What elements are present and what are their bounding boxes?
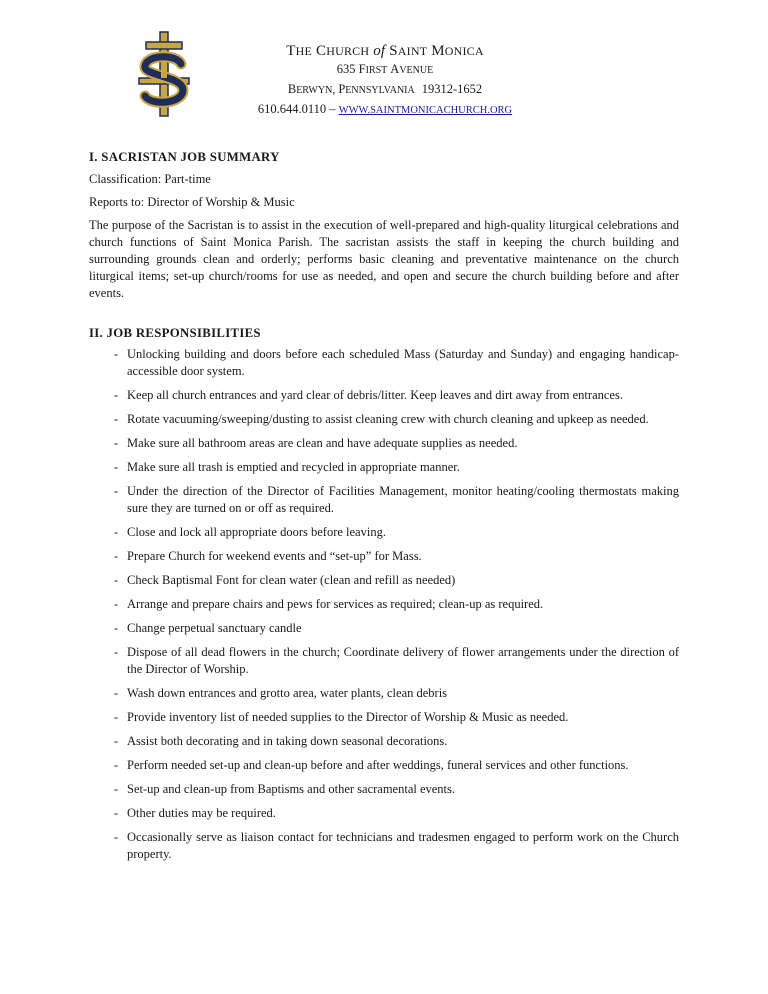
list-item bbox=[89, 781, 679, 798]
bullet-dash: - bbox=[114, 388, 119, 402]
letter: HURCH bbox=[326, 44, 370, 58]
list-item bbox=[89, 829, 679, 863]
classification: Classification: Part-time bbox=[89, 172, 211, 186]
list-item bbox=[89, 387, 679, 404]
church-name bbox=[200, 42, 570, 60]
list-item bbox=[89, 435, 679, 452]
bullet-dash: - bbox=[114, 549, 119, 563]
letter: T bbox=[286, 43, 296, 59]
letter: AINT bbox=[397, 44, 428, 58]
letter: of bbox=[373, 43, 386, 59]
letter: VENUE bbox=[399, 65, 434, 76]
list-item-text: Prepare Church for weekend events and “set-up” for Mass. bbox=[127, 549, 422, 563]
list-item-text: Occasionally serve as liaison contact for technicians and tradesmen engaged to perform work on the Church property. bbox=[127, 830, 679, 861]
bullet-dash: - bbox=[114, 597, 119, 611]
document-body bbox=[89, 150, 679, 870]
list-item-text: Make sure all trash is emptied and recycled in appropriate manner. bbox=[127, 460, 460, 474]
bullet-dash: - bbox=[114, 686, 119, 700]
list-item bbox=[89, 733, 679, 750]
list-item bbox=[89, 459, 679, 476]
list-item bbox=[89, 620, 679, 637]
bullet-dash: - bbox=[114, 573, 119, 587]
bullet-dash: - bbox=[114, 436, 119, 450]
letter: M bbox=[431, 43, 445, 59]
church-logo-icon bbox=[133, 30, 195, 118]
list-item-text: Provide inventory list of needed supplies to the Director of Worship & Music as needed. bbox=[127, 710, 569, 724]
summary-paragraph: The purpose of the Sacristan is to assist in the execution of well-prepared and high-quality liturgical celebrations and church functions of Saint Monica Parish. The sacristan assists the staff in keeping the church building and surrounding grounds clean and orderly; performs basic cleaning and preventative maintenance on the church liturgical items; set-up church/rooms for use as needed, and open and secure the church building before and after events. bbox=[89, 218, 679, 300]
website-link[interactable]: WWW.SAINTMONICACHURCH.ORG bbox=[338, 105, 513, 116]
list-item bbox=[89, 483, 679, 517]
bullet-dash: - bbox=[114, 621, 119, 635]
street-address bbox=[200, 60, 570, 80]
list-item-text: Close and lock all appropriate doors before leaving. bbox=[127, 525, 386, 539]
list-item-text: Unlocking building and doors before each scheduled Mass (Saturday and Sunday) and engaging handicap-accessible door system. bbox=[127, 347, 679, 378]
phone-number: 610.644.0110 bbox=[257, 102, 327, 116]
reports-to: Reports to: Director of Worship & Music bbox=[89, 195, 295, 209]
section-heading-summary: I. SACRISTAN JOB SUMMARY bbox=[89, 150, 280, 164]
list-item-text: Change perpetual sanctuary candle bbox=[127, 621, 302, 635]
list-item-text: Assist both decorating and in taking down seasonal decorations. bbox=[127, 734, 448, 748]
list-item-text: Check Baptismal Font for clean water (clean and refill as needed) bbox=[127, 573, 456, 587]
bullet-dash: - bbox=[114, 830, 119, 844]
list-item-text: Arrange and prepare chairs and pews for services as required; clean-up as required. bbox=[127, 597, 544, 611]
letter: ENNSYLVANIA bbox=[345, 85, 415, 96]
letter: 19312-1652 bbox=[421, 82, 483, 96]
letter: 635 F bbox=[336, 62, 366, 76]
responsibilities-list bbox=[89, 346, 679, 863]
list-item bbox=[89, 411, 679, 428]
list-item-text: Wash down entrances and grotto area, water plants, clean debris bbox=[127, 686, 448, 700]
list-item bbox=[89, 805, 679, 822]
letter: P bbox=[338, 82, 346, 96]
separator: – bbox=[329, 102, 336, 116]
bullet-dash: - bbox=[114, 525, 119, 539]
list-item bbox=[89, 596, 679, 613]
letter: IRST bbox=[365, 65, 388, 76]
letter: B bbox=[287, 82, 297, 96]
letter: HE bbox=[295, 44, 313, 58]
contact-line bbox=[200, 100, 570, 120]
bullet-dash: - bbox=[114, 412, 119, 426]
list-item bbox=[89, 346, 679, 380]
list-item-text: Rotate vacuuming/sweeping/dusting to assist cleaning crew with church cleaning and upkeep as needed. bbox=[127, 412, 649, 426]
letter: S bbox=[389, 43, 398, 59]
list-item bbox=[89, 524, 679, 541]
bullet-dash: - bbox=[114, 460, 119, 474]
list-item-text: Perform needed set-up and clean-up before and after weddings, funeral services and other functions. bbox=[127, 758, 629, 772]
city-state-zip: BERWYN, PENNSYLVANIA 19312-1652 bbox=[287, 82, 483, 96]
list-item-text: Dispose of all dead flowers in the church; Coordinate delivery of flower arrangements under the direction of the Director of Worship. bbox=[127, 645, 679, 676]
letterhead bbox=[200, 42, 570, 120]
letter: A bbox=[390, 62, 400, 76]
bullet-dash: - bbox=[114, 734, 119, 748]
letter: C bbox=[316, 43, 327, 59]
bullet-dash: - bbox=[114, 645, 119, 659]
list-item-text: Make sure all bathroom areas are clean and have adequate supplies as needed. bbox=[127, 436, 518, 450]
bullet-dash: - bbox=[114, 347, 119, 361]
bullet-dash: - bbox=[114, 782, 119, 796]
letter: ONICA bbox=[444, 44, 484, 58]
list-item-text: Keep all church entrances and yard clear of debris/litter. Keep leaves and dirt away from entrances. bbox=[127, 388, 623, 402]
letter: ERWYN bbox=[296, 85, 333, 96]
list-item bbox=[89, 757, 679, 774]
list-item bbox=[89, 548, 679, 565]
bullet-dash: - bbox=[114, 806, 119, 820]
list-item bbox=[89, 644, 679, 678]
list-item bbox=[89, 685, 679, 702]
list-item bbox=[89, 709, 679, 726]
bullet-dash: - bbox=[114, 484, 119, 498]
bullet-dash: - bbox=[114, 758, 119, 772]
bullet-dash: - bbox=[114, 710, 119, 724]
list-item-text: Other duties may be required. bbox=[127, 806, 276, 820]
list-item-text: Set-up and clean-up from Baptisms and other sacramental events. bbox=[127, 782, 456, 796]
section-heading-responsibilities: II. JOB RESPONSIBILITIES bbox=[89, 326, 261, 340]
list-item bbox=[89, 572, 679, 589]
list-item-text: Under the direction of the Director of Facilities Management, monitor heating/cooling thermostats making sure they are turned on or off as required. bbox=[127, 484, 679, 515]
